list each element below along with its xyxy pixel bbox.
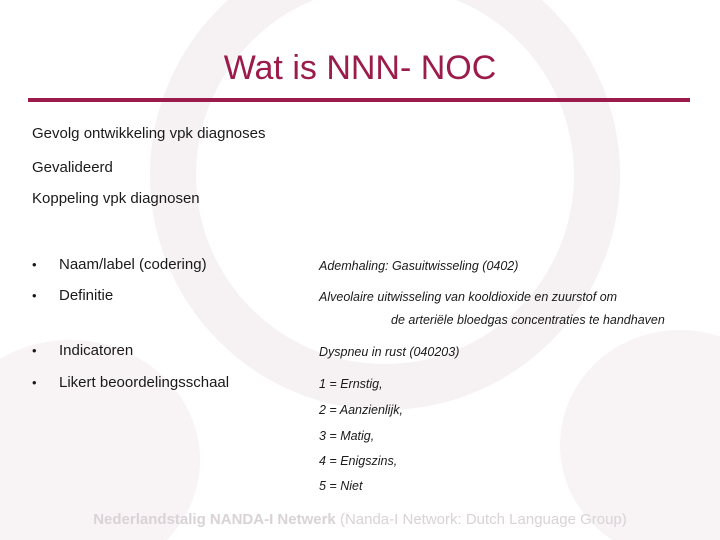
indicator-value: Dyspneu in rust (040203) [319, 345, 460, 359]
definitie-value-line-2: de arteriële bloedgas concentraties te handhaven [391, 313, 665, 327]
likert-option: 1 = Ernstig, [319, 377, 383, 391]
likert-option: 2 = Aanzienlijk, [319, 403, 403, 417]
footer-network-subtitle: (Nanda-I Network: Dutch Language Group) [339, 511, 627, 528]
intro-line: Gevolg ontwikkeling vpk diagnoses [32, 125, 266, 142]
definitie-value-line-1: Alveolaire uitwisseling van kooldioxide en zuurstof om [319, 290, 618, 304]
bullet-label: Naam/label (codering) [59, 256, 207, 273]
likert-option: 5 = Niet [319, 479, 363, 493]
intro-line: Koppeling vpk diagnosen [32, 190, 200, 207]
bullet-label: Likert beoordelingsschaal [59, 374, 230, 391]
bullet-icon: • [32, 375, 37, 390]
bullet-icon: • [32, 288, 37, 303]
bullet-label: Indicatoren [59, 342, 134, 359]
title-divider [28, 98, 690, 102]
likert-option: 3 = Matig, [319, 429, 375, 443]
bullet-icon: • [32, 257, 37, 272]
intro-line: Gevalideerd [32, 159, 113, 176]
likert-option: 4 = Enigszins, [319, 454, 398, 468]
footer-network-name: Nederlandstalig NANDA-I Netwerk [93, 511, 336, 528]
naam-value: Ademhaling: Gasuitwisseling (0402) [319, 259, 519, 273]
bullet-icon: • [32, 343, 37, 358]
slide-title: Wat is NNN- NOC [223, 49, 497, 87]
footer-credit [0, 509, 720, 531]
bullet-label: Definitie [59, 287, 114, 304]
